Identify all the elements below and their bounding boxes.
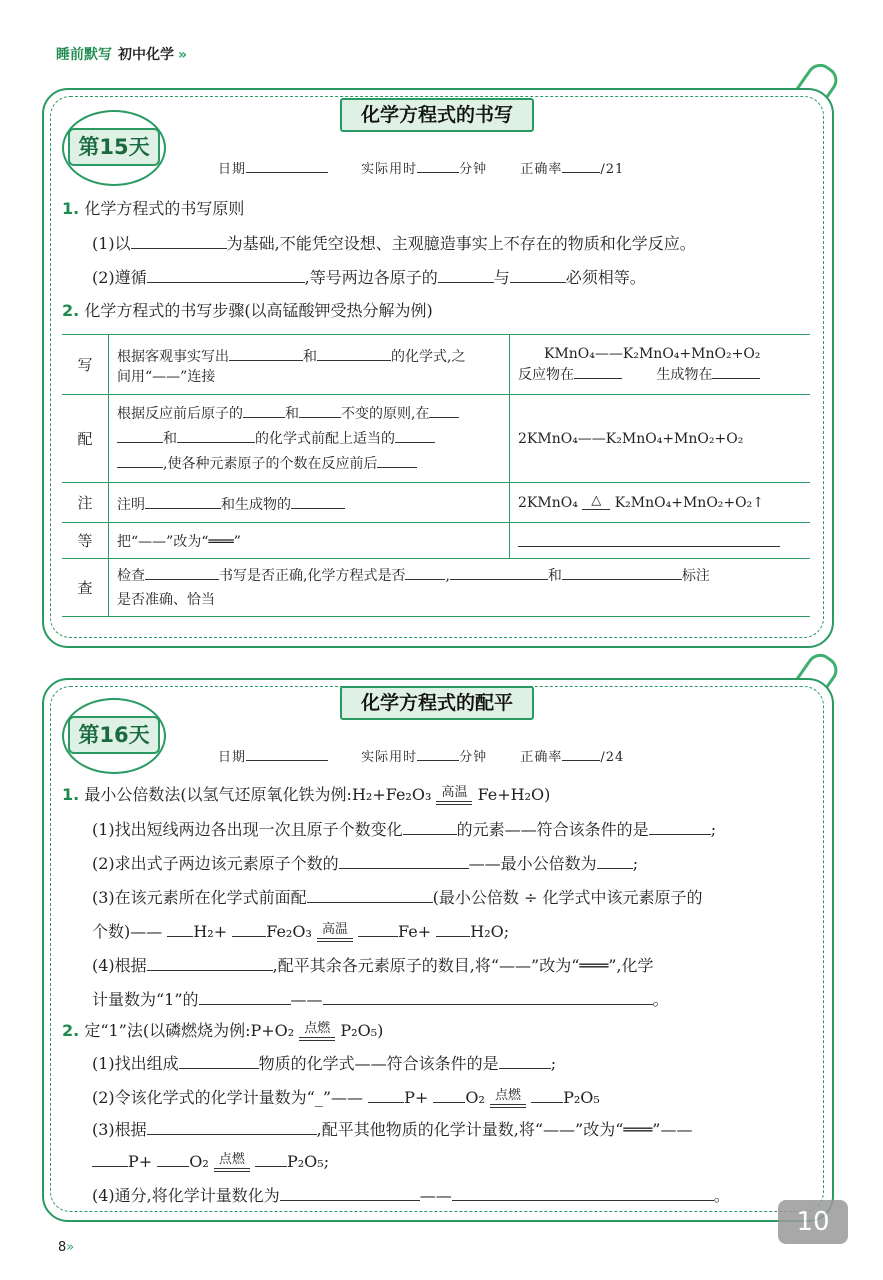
accuracy-blank[interactable] [562, 744, 600, 761]
condition-label: 高温 [441, 784, 468, 800]
answer-blank[interactable] [429, 401, 459, 418]
day15-badge [62, 110, 166, 186]
row-key: 写 [62, 335, 109, 395]
day16-q2-line2 [92, 1086, 600, 1109]
text: 的化学式,之 [391, 348, 466, 365]
answer-blank[interactable] [145, 492, 221, 509]
date-blank[interactable] [246, 156, 328, 173]
text: H₂O; [470, 922, 510, 941]
table-row [62, 523, 810, 559]
text: 把“——”改为“═══” [117, 533, 241, 550]
text: 和 [163, 431, 177, 447]
page-number-text: 8 [58, 1240, 67, 1255]
condition-label: 点燃 [495, 1087, 522, 1103]
answer-blank[interactable] [562, 563, 682, 580]
answer-blank[interactable] [179, 1052, 259, 1069]
question-text: P₂O₅) [340, 1021, 384, 1040]
answer-blank[interactable] [147, 266, 305, 283]
text: 计量数为“1”的 [92, 990, 199, 1009]
text: ; [632, 854, 639, 873]
equals-line [436, 804, 472, 805]
day16-q2 [62, 1020, 383, 1042]
row-content [109, 395, 510, 483]
arrow-line [582, 509, 610, 510]
equals-line [436, 801, 472, 802]
accuracy-blank[interactable] [562, 156, 600, 173]
answer-blank[interactable] [157, 1150, 189, 1167]
answer-blank[interactable] [712, 362, 760, 379]
day15-q1-line2 [92, 266, 646, 289]
answer-blank[interactable] [574, 362, 622, 379]
date-label: 日期 [218, 750, 247, 765]
answer-blank[interactable] [403, 818, 457, 835]
answer-blank[interactable] [243, 401, 285, 418]
row-key: 等 [62, 523, 109, 559]
accuracy-total: /24 [600, 750, 625, 765]
answer-blank[interactable] [395, 426, 435, 443]
text: (3)在该元素所在化学式前面配 [92, 888, 307, 907]
answer-blank[interactable] [177, 426, 255, 443]
minute-label: 分钟 [459, 750, 488, 765]
day16-badge-label: 第16天 [68, 716, 160, 754]
answer-blank[interactable] [531, 1086, 563, 1103]
text: 物质的化学式——符合该条件的是 [258, 1054, 499, 1073]
answer-blank[interactable] [339, 852, 469, 869]
chevron-icon: » [178, 47, 188, 63]
text: 必须相等。 [565, 268, 646, 287]
text: —— [419, 1186, 452, 1205]
answer-blank[interactable] [597, 852, 633, 869]
table-row [62, 395, 810, 483]
day16-q1-line4 [92, 920, 509, 943]
time-blank[interactable] [417, 156, 459, 173]
row-example [510, 335, 811, 395]
accuracy-label: 正确率 [520, 750, 563, 765]
condition-equals [490, 1087, 526, 1108]
answer-blank[interactable] [452, 1184, 714, 1201]
answer-blank[interactable] [377, 451, 417, 468]
text: (2)遵循 [92, 268, 147, 287]
day16-q1-line3 [92, 886, 703, 909]
condition-equals [214, 1151, 250, 1172]
condition-equals [317, 921, 353, 942]
table-row [62, 483, 810, 523]
answer-blank[interactable] [649, 818, 711, 835]
day16-q2-line1 [92, 1052, 556, 1075]
answer-blank[interactable] [255, 1150, 287, 1167]
row-content [109, 559, 811, 617]
date-label: 日期 [218, 162, 247, 177]
text: P₂O₅; [286, 1152, 330, 1171]
equals-line [317, 938, 353, 939]
answer-blank[interactable] [147, 954, 273, 971]
text: (4)根据 [92, 956, 147, 975]
row-example [510, 395, 811, 483]
equation: KMnO₄——K₂MnO₄+MnO₂+O₂ [544, 345, 761, 362]
answer-blank[interactable] [167, 920, 193, 937]
answer-blank[interactable] [145, 563, 219, 580]
heat-arrow [582, 495, 610, 510]
text: 和 [303, 348, 317, 365]
question-number: 2. [62, 1021, 80, 1040]
question-text: Fe+H₂O) [477, 785, 551, 804]
text: 和生成物的 [221, 496, 291, 513]
question-text: 最小公倍数法(以氢气还原氧化铁为例:H₂+Fe₂O₃ [84, 785, 432, 804]
time-label: 实际用时 [361, 162, 418, 177]
minute-label: 分钟 [459, 162, 488, 177]
text: O₂ [189, 1152, 209, 1171]
equation: 2KMnO₄——K₂MnO₄+MnO₂+O₂ [518, 430, 744, 447]
text: (1)以 [92, 234, 131, 253]
equals-line [299, 1040, 335, 1041]
equals-line [299, 1037, 335, 1038]
answer-blank[interactable] [199, 988, 291, 1005]
answer-blank[interactable] [433, 1086, 465, 1103]
day15-q2 [62, 300, 433, 322]
text: P+ [128, 1152, 153, 1171]
text: 为基础,不能凭空设想、主观臆造事实上不存在的物质和化学反应。 [226, 234, 696, 253]
text: 生成物在 [656, 366, 713, 383]
day16-q1 [62, 784, 550, 806]
question-text: 定“1”法(以磷燃烧为例:P+O₂ [84, 1021, 295, 1040]
answer-blank[interactable] [92, 1150, 128, 1167]
text: 与 [493, 268, 510, 287]
day16-q1-line2 [92, 852, 638, 875]
text: 检查 [117, 568, 145, 584]
row-key: 配 [62, 395, 109, 483]
text: ,使各种元素原子的个数在反应前后 [163, 456, 378, 472]
text: 间用“——”连接 [117, 368, 216, 385]
equals-line [214, 1168, 250, 1169]
day16-q2-line3 [92, 1118, 692, 1141]
equation: 2KMnO₄ [518, 494, 578, 511]
text: ——最小公倍数为 [468, 854, 597, 873]
answer-blank[interactable] [518, 530, 780, 547]
equals-line [317, 941, 353, 942]
date-blank[interactable] [246, 744, 328, 761]
text: (最小公倍数 ÷ 化学式中该元素原子的 [432, 888, 703, 907]
answer-blank[interactable] [299, 401, 341, 418]
row-content [109, 483, 510, 523]
header-title: 睡前默写 [56, 47, 112, 63]
answer-blank[interactable] [450, 563, 548, 580]
text: 。 [652, 990, 669, 1009]
answer-blank[interactable] [131, 232, 227, 249]
text: ,配平其余各元素原子的数目,将“——”改为“═══”,化学 [272, 956, 654, 975]
page-number [58, 1240, 74, 1255]
day15-q1 [62, 198, 244, 220]
text: (3)根据 [92, 1120, 147, 1139]
text: 根据客观事实写出 [117, 348, 229, 365]
text: (2)求出式子两边该元素原子个数的 [92, 854, 339, 873]
text: 不变的原则,在 [341, 406, 430, 422]
text: ; [550, 1054, 557, 1073]
text: 标注 [681, 568, 710, 584]
answer-blank[interactable] [317, 344, 391, 361]
text: (1)找出短线两边各出现一次且原子个数变化 [92, 820, 403, 839]
text: 个数)—— [92, 922, 163, 941]
row-content [109, 523, 510, 559]
question-number: 2. [62, 301, 80, 320]
answer-blank[interactable] [232, 920, 266, 937]
equals-line [490, 1107, 526, 1108]
text: , [445, 568, 450, 584]
day15-title: 化学方程式的书写 [340, 98, 534, 132]
answer-blank[interactable] [368, 1086, 404, 1103]
text: Fe+ [398, 922, 432, 941]
day15-q1-line1 [92, 232, 696, 255]
text: O₂ [465, 1088, 485, 1107]
answer-blank[interactable] [499, 1052, 551, 1069]
chevron-icon: » [66, 1240, 75, 1255]
row-key: 注 [62, 483, 109, 523]
accuracy-total: /21 [600, 162, 625, 177]
header-subject: 初中化学 [118, 47, 174, 63]
equation: K₂MnO₄+MnO₂+O₂↑ [614, 494, 764, 511]
day16-q2-line5 [92, 1184, 730, 1207]
table-row [62, 559, 810, 617]
text: Fe₂O₃ [266, 922, 312, 941]
answer-blank[interactable] [229, 344, 303, 361]
day16-meta [218, 744, 624, 765]
answer-blank[interactable] [438, 266, 494, 283]
row-key: 查 [62, 559, 109, 617]
day15-meta [218, 156, 624, 177]
text: 注明 [117, 496, 145, 513]
text: ; [710, 820, 717, 839]
text: —— [290, 990, 323, 1009]
row-example [510, 483, 811, 523]
time-label: 实际用时 [361, 750, 418, 765]
text: ,等号两边各原子的 [304, 268, 438, 287]
text: 和 [285, 406, 299, 422]
table-row [62, 335, 810, 395]
condition-equals [436, 784, 472, 805]
answer-blank[interactable] [323, 988, 653, 1005]
text: (4)通分,将化学计量数化为 [92, 1186, 280, 1205]
day16-q2-line4 [92, 1150, 329, 1173]
condition-label: 点燃 [218, 1151, 245, 1167]
text: 书写是否正确,化学方程式是否 [219, 568, 406, 584]
text: H₂+ [193, 922, 228, 941]
question-text: 化学方程式的书写原则 [84, 199, 245, 218]
text: 的元素——符合该条件的是 [456, 820, 649, 839]
text: 和 [547, 568, 562, 584]
text: P+ [404, 1088, 429, 1107]
answer-blank[interactable] [291, 492, 345, 509]
answer-blank[interactable] [405, 563, 445, 580]
text: 是否准确、恰当 [117, 592, 215, 608]
answer-blank[interactable] [117, 451, 163, 468]
day16-badge [62, 698, 166, 774]
text: 。 [713, 1186, 730, 1205]
equals-line [214, 1171, 250, 1172]
condition-equals [299, 1020, 335, 1041]
text: 的化学式前配上适当的 [255, 431, 395, 447]
answer-blank[interactable] [510, 266, 566, 283]
header [56, 44, 187, 64]
page-badge: 10 [778, 1200, 848, 1244]
day16-title: 化学方程式的配平 [340, 686, 534, 720]
condition-label: 点燃 [304, 1020, 331, 1036]
question-number: 1. [62, 199, 80, 218]
text: 反应物在 [518, 366, 574, 383]
time-blank[interactable] [417, 744, 459, 761]
answer-blank[interactable] [358, 920, 398, 937]
accuracy-label: 正确率 [520, 162, 563, 177]
heat-condition: △ [591, 493, 602, 508]
answer-blank[interactable] [307, 886, 433, 903]
text: (1)找出组成 [92, 1054, 179, 1073]
text: (2)令该化学式的化学计量数为“_”—— [92, 1088, 364, 1107]
text: 根据反应前后原子的 [117, 406, 243, 422]
day15-badge-label: 第15天 [68, 128, 160, 166]
day16-q1-line1 [92, 818, 716, 841]
answer-blank[interactable] [280, 1184, 420, 1201]
question-number: 1. [62, 785, 80, 804]
steps-table [62, 334, 810, 617]
day16-q1-line5 [92, 954, 654, 977]
text: P₂O₅ [563, 1088, 600, 1107]
condition-label: 高温 [321, 921, 348, 937]
answer-blank[interactable] [147, 1118, 317, 1135]
row-content [109, 335, 510, 395]
question-text: 化学方程式的书写步骤(以高锰酸钾受热分解为例) [84, 301, 433, 320]
answer-blank[interactable] [117, 426, 163, 443]
answer-blank[interactable] [436, 920, 470, 937]
text: ,配平其他物质的化学计量数,将“——”改为“═══”—— [316, 1120, 693, 1139]
day16-q1-line6 [92, 988, 669, 1011]
row-example [510, 523, 811, 559]
equals-line [490, 1104, 526, 1105]
